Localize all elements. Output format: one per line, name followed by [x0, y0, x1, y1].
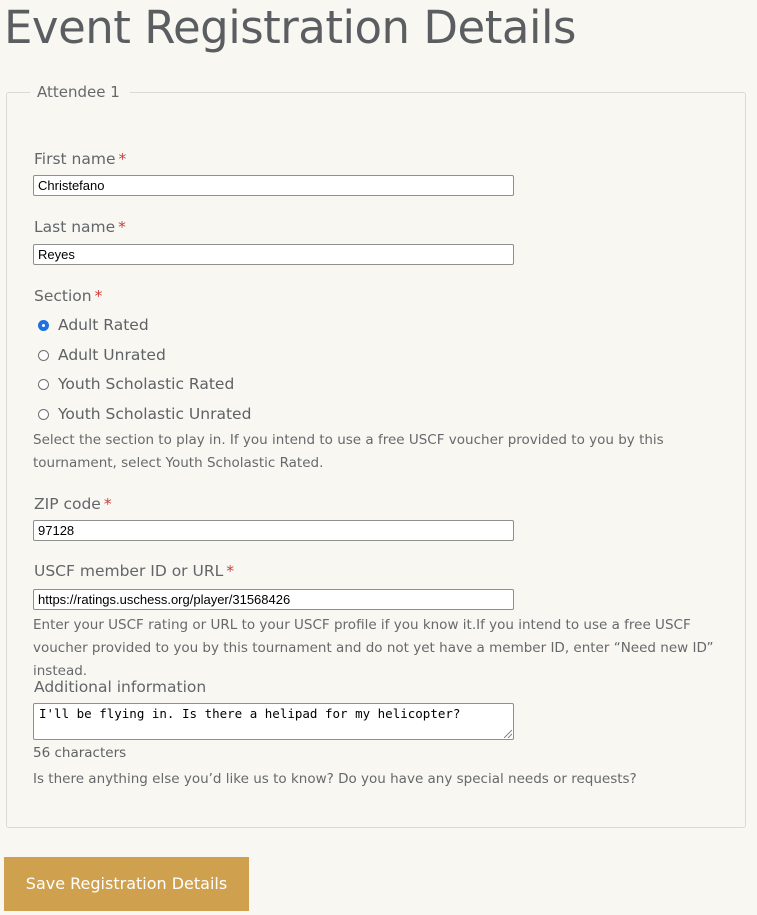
uscf-input[interactable]	[33, 589, 514, 610]
section-option-youth-scholastic-unrated[interactable]	[38, 403, 251, 425]
first-name-label	[34, 149, 126, 169]
page-title: Event Registration Details	[4, 1, 576, 54]
required-marker: *	[103, 495, 112, 513]
last-name-label-text: Last name	[34, 218, 116, 236]
section-help-text: Select the section to play in. If you intend to use a free USCF voucher provided to you by this tournament, select Youth Scholastic Rated.	[33, 432, 664, 471]
radio-unselected-icon[interactable]	[38, 379, 49, 390]
section-option-label: Adult Unrated	[58, 346, 166, 364]
section-option-label: Youth Scholastic Rated	[58, 375, 235, 393]
zip-label-text: ZIP code	[34, 495, 101, 513]
additional-info-value: I'll be flying in. Is there a helipad for my helicopter?	[39, 706, 461, 721]
radio-selected-icon[interactable]	[38, 320, 49, 331]
radio-unselected-icon[interactable]	[38, 350, 49, 361]
uscf-help-text: Enter your USCF rating or URL to your USCF profile if you know it.If you intend to use a free USCF voucher provided to you by this tournament and do not yet have a member ID, enter “Need new ID” instead.	[33, 617, 714, 679]
attendee-legend: Attendee 1	[30, 81, 130, 103]
section-option-adult-unrated[interactable]	[38, 344, 166, 366]
section-label-text: Section	[34, 287, 92, 305]
required-marker: *	[226, 562, 234, 580]
section-option-label: Youth Scholastic Unrated	[58, 405, 252, 423]
additional-info-help-text: Is there anything else you’d like us to know? Do you have any special needs or requests?	[33, 771, 637, 787]
section-option-youth-scholastic-rated[interactable]	[38, 373, 234, 395]
save-registration-button[interactable]: Save Registration Details	[4, 857, 249, 911]
required-marker: *	[118, 218, 126, 236]
uscf-label	[34, 561, 234, 581]
zip-label	[34, 494, 112, 514]
required-marker: *	[118, 150, 127, 168]
last-name-label	[34, 217, 126, 237]
additional-info-label: Additional information	[34, 678, 207, 696]
additional-info-textarea[interactable]	[33, 703, 514, 740]
required-marker: *	[94, 287, 103, 305]
character-count: 56 characters	[33, 745, 127, 761]
section-option-adult-rated[interactable]	[38, 314, 149, 336]
section-option-label: Adult Rated	[58, 316, 149, 334]
last-name-input[interactable]	[33, 244, 514, 265]
section-label	[34, 286, 102, 306]
first-name-label-text: First name	[34, 150, 116, 168]
resize-grip-icon[interactable]	[504, 730, 512, 738]
first-name-input[interactable]	[33, 175, 514, 196]
zip-input[interactable]	[33, 520, 514, 541]
uscf-label-text: USCF member ID or URL	[34, 562, 224, 580]
radio-unselected-icon[interactable]	[38, 409, 49, 420]
